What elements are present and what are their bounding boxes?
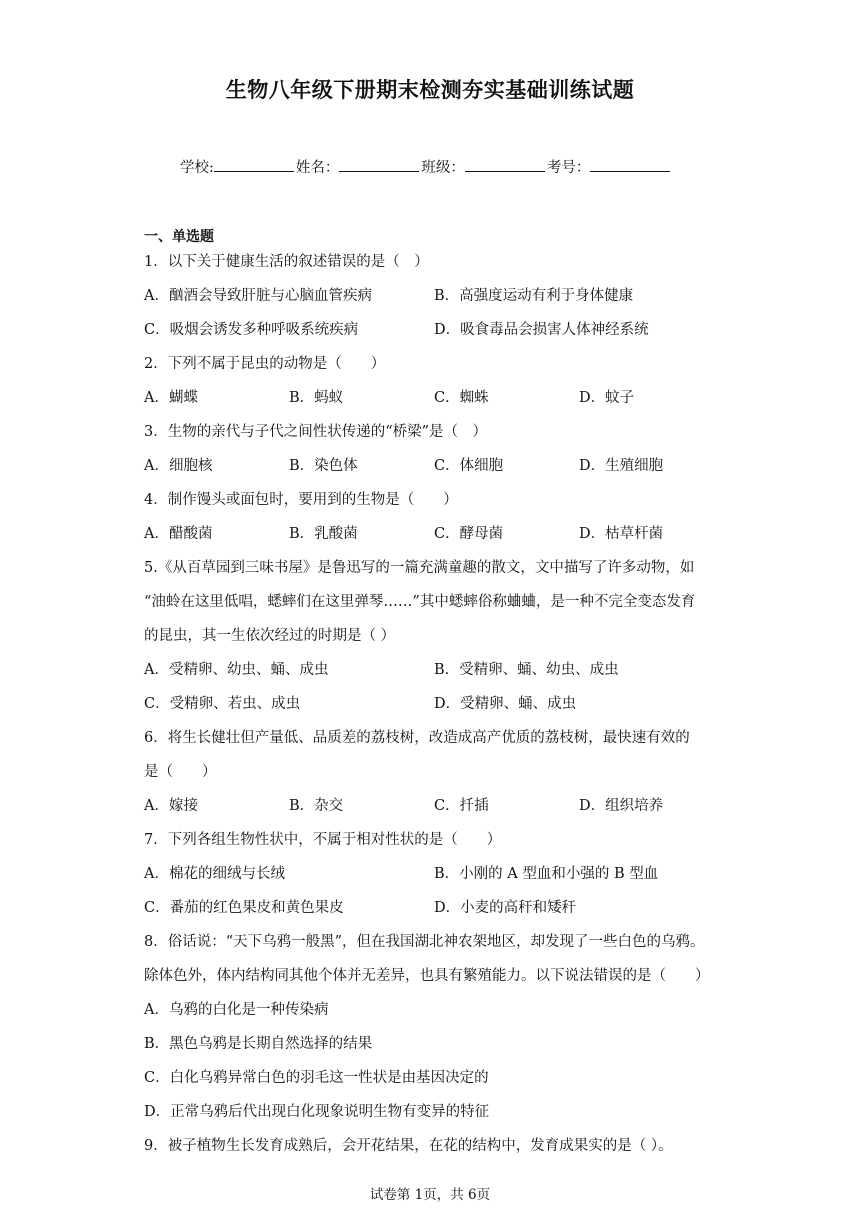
question-7-option-a: A．棉花的细绒与长绒 bbox=[144, 866, 285, 882]
question-4-option-a: A．醋酸菌 bbox=[144, 526, 213, 542]
question-5-option-a: A．受精卵、幼虫、蛹、成虫 bbox=[144, 662, 329, 678]
question-5-text-1: 5.《从百草园到三味书屋》是鲁迅写的一篇充满童趣的散文，文中描写了许多动物，如 bbox=[144, 560, 695, 576]
question-3-option-a: A．细胞核 bbox=[144, 458, 213, 474]
question-6-options bbox=[144, 796, 724, 830]
question-2-options bbox=[144, 388, 724, 422]
exam-number-label: 考号： bbox=[546, 160, 591, 176]
question-6-option-a: A．嫁接 bbox=[144, 798, 198, 814]
question-1-text: 1．以下关于健康生活的叙述错误的是（ ） bbox=[144, 254, 429, 270]
question-2-option-a: A．蝴蝶 bbox=[144, 390, 198, 406]
question-4-option-b: B．乳酸菌 bbox=[289, 526, 358, 542]
name-blank[interactable] bbox=[339, 157, 419, 172]
question-5-line-3 bbox=[144, 626, 724, 660]
question-5-line-2 bbox=[144, 592, 724, 626]
question-3-option-c: C．体细胞 bbox=[434, 458, 504, 474]
question-4-option-d: D．枯草杆菌 bbox=[579, 526, 664, 542]
question-7-option-b: B．小刚的 A 型血和小强的 B 型血 bbox=[434, 866, 659, 882]
question-5-text-2: “油蛉在这里低唱，蟋蟀们在这里弹琴……”其中蟋蟀俗称蛐蛐，是一种不完全变态发育 bbox=[144, 594, 696, 610]
question-6-line-1 bbox=[144, 728, 724, 762]
question-3-text: 3．生物的亲代与子代之间性状传递的“桥梁”是（ ） bbox=[144, 424, 488, 440]
question-2-option-c: C．蜘蛛 bbox=[434, 390, 489, 406]
question-7 bbox=[144, 830, 724, 864]
question-6-option-d: D．组织培养 bbox=[579, 798, 664, 814]
question-3 bbox=[144, 422, 724, 456]
question-5-option-c: C．受精卵、若虫、成虫 bbox=[144, 696, 301, 712]
page-footer: 试卷第 1页，共 6页 bbox=[369, 1187, 491, 1203]
question-5-options-row-1 bbox=[144, 660, 724, 694]
question-8-line-1 bbox=[144, 932, 724, 966]
question-7-text: 7．下列各组生物性状中，不属于相对性状的是（ ） bbox=[144, 832, 502, 848]
question-7-option-d: D．小麦的高秆和矮秆 bbox=[434, 900, 577, 916]
question-8-line-2 bbox=[144, 966, 724, 1000]
question-2 bbox=[144, 354, 724, 388]
question-8-option-d: D．正常乌鸦后代出现白化现象说明生物有变异的特征 bbox=[144, 1104, 490, 1120]
question-9-text: 9．被子植物生长发育成熟后，会开花结果，在花的结构中，发育成果实的是（ ）。 bbox=[144, 1138, 673, 1154]
question-5-option-d: D．受精卵、蛹、成虫 bbox=[434, 696, 577, 712]
question-8-option-b-row bbox=[144, 1034, 724, 1068]
question-3-option-b: B．染色体 bbox=[289, 458, 358, 474]
question-1 bbox=[144, 252, 724, 286]
question-1-options-row-1 bbox=[144, 286, 724, 320]
question-4-option-c: C．酵母菌 bbox=[434, 526, 504, 542]
question-4-options bbox=[144, 524, 724, 558]
question-8-option-b: B．黑色乌鸦是长期自然选择的结果 bbox=[144, 1036, 373, 1052]
question-8-option-c: C．白化乌鸦异常白色的羽毛这一性状是由基因决定的 bbox=[144, 1070, 489, 1086]
question-9 bbox=[144, 1136, 724, 1170]
question-2-option-d: D．蚊子 bbox=[579, 390, 635, 406]
school-label: 学校: bbox=[180, 160, 214, 176]
question-8-option-a-row bbox=[144, 1000, 724, 1034]
question-8-option-d-row bbox=[144, 1102, 724, 1136]
question-8-option-a: A．乌鸦的白化是一种传染病 bbox=[144, 1002, 329, 1018]
question-6-text-2: 是（ ） bbox=[144, 764, 217, 780]
student-info-row bbox=[180, 156, 672, 177]
question-6-line-2 bbox=[144, 762, 724, 796]
page-title: 生物八年级下册期末检测夯实基础训练试题 bbox=[225, 78, 635, 102]
question-5-text-3: 的昆虫，其一生依次经过的时期是（ ） bbox=[144, 628, 396, 644]
question-8-option-c-row bbox=[144, 1068, 724, 1102]
question-3-options bbox=[144, 456, 724, 490]
question-6-option-b: B．杂交 bbox=[289, 798, 344, 814]
question-7-options-row-1 bbox=[144, 864, 724, 898]
school-blank[interactable] bbox=[214, 157, 294, 172]
question-2-option-b: B．蚂蚁 bbox=[289, 390, 344, 406]
question-3-option-d: D．生殖细胞 bbox=[579, 458, 664, 474]
question-7-option-c: C．番茄的红色果皮和黄色果皮 bbox=[144, 900, 344, 916]
question-2-text: 2．下列不属于昆虫的动物是（ ） bbox=[144, 356, 386, 372]
class-blank[interactable] bbox=[465, 157, 545, 172]
class-label: 班级： bbox=[421, 160, 465, 176]
question-5-option-b: B．受精卵、蛹、幼虫、成虫 bbox=[434, 662, 619, 678]
question-1-option-a: A．酗酒会导致肝脏与心脑血管疾病 bbox=[144, 288, 372, 304]
question-1-option-d: D．吸食毒品会损害人体神经系统 bbox=[434, 322, 649, 338]
question-5-options-row-2 bbox=[144, 694, 724, 728]
question-1-options-row-2 bbox=[144, 320, 724, 354]
question-8-text-2: 除体色外，体内结构同其他个体并无差异，也具有繁殖能力。以下说法错误的是（ ） bbox=[144, 968, 710, 984]
question-4 bbox=[144, 490, 724, 524]
exam-number-blank[interactable] bbox=[590, 157, 670, 172]
question-4-text: 4．制作馒头或面包时，要用到的生物是（ ） bbox=[144, 492, 458, 508]
name-label: 姓名： bbox=[295, 160, 340, 176]
question-1-option-b: B．高强度运动有利于身体健康 bbox=[434, 288, 634, 304]
question-8-text-1: 8．俗话说：“天下乌鸦一般黑”，但在我国湖北神农架地区，却发现了一些白色的乌鸦。 bbox=[144, 934, 705, 950]
section-title: 一、单选题 bbox=[144, 229, 214, 245]
question-6-option-c: C．扦插 bbox=[434, 798, 489, 814]
question-6-text-1: 6．将生长健壮但产量低、品质差的荔枝树，改造成高产优质的荔枝树，最快速有效的 bbox=[144, 730, 690, 746]
question-list bbox=[144, 252, 724, 1170]
question-1-option-c: C．吸烟会诱发多种呼吸系统疾病 bbox=[144, 322, 359, 338]
question-7-options-row-2 bbox=[144, 898, 724, 932]
question-5-line-1 bbox=[144, 558, 724, 592]
